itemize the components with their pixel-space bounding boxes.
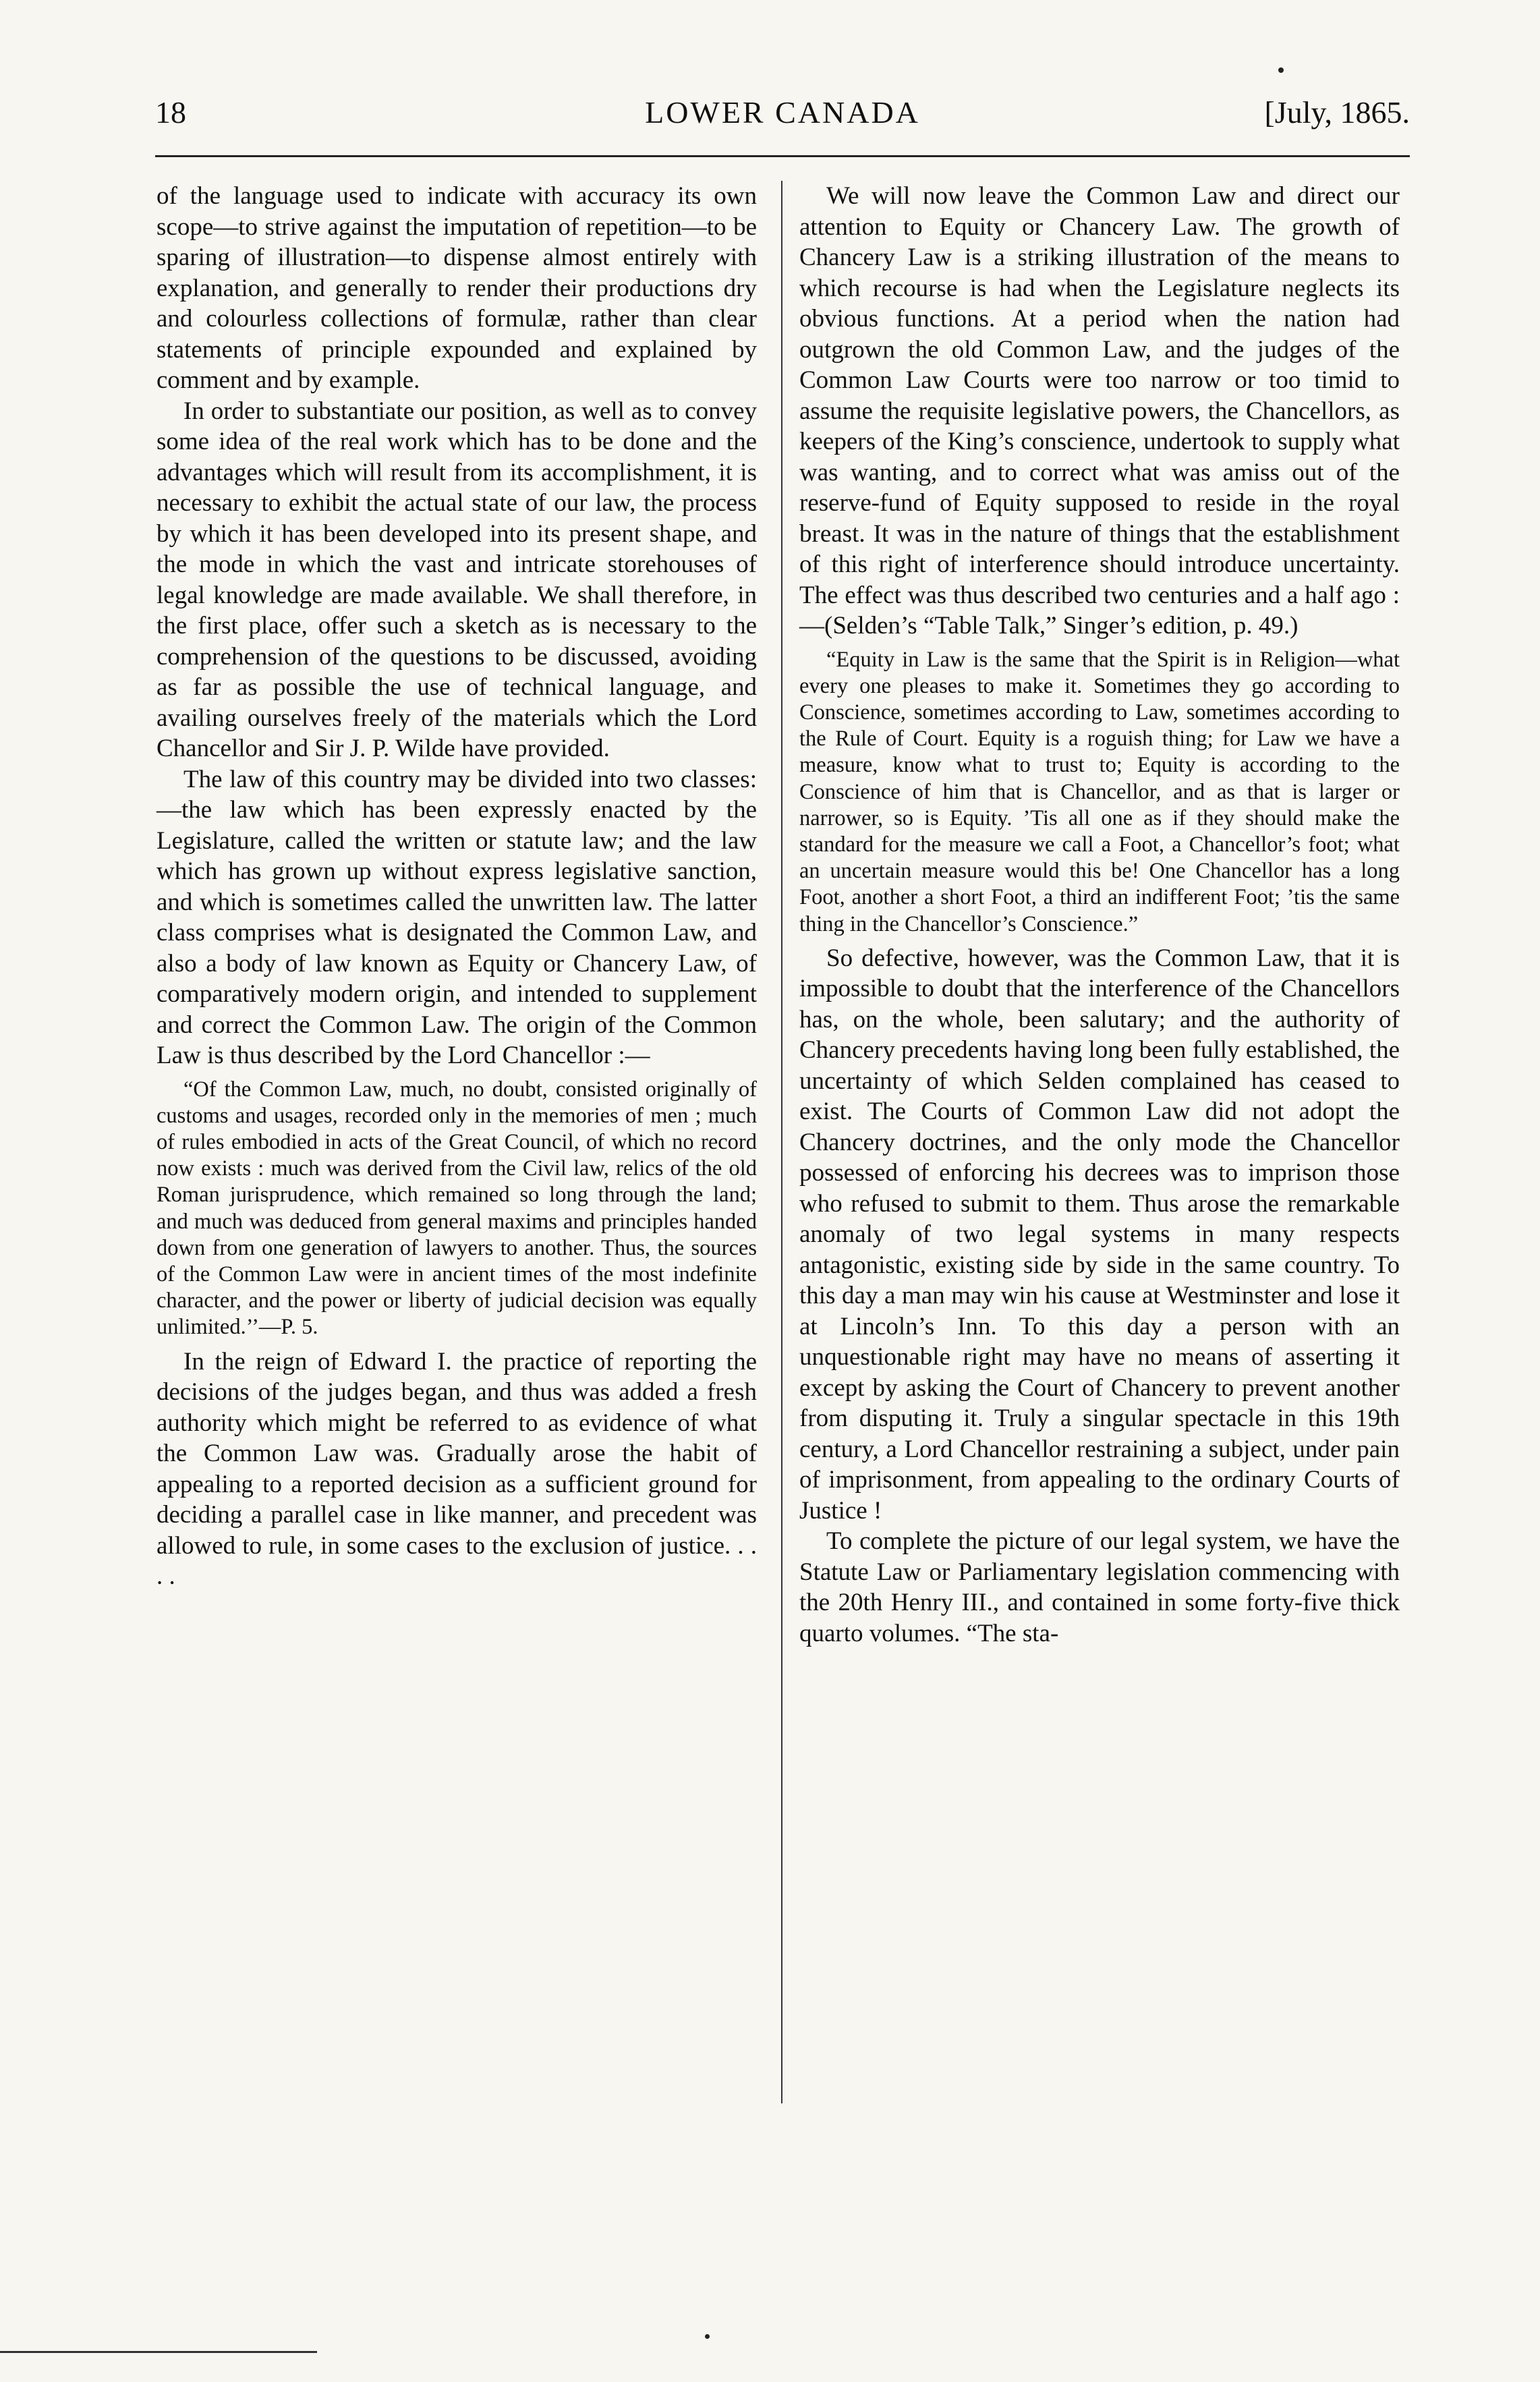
- print-speck: [705, 2334, 710, 2339]
- paragraph: The law of this country may be divided into two classes:—the law which has been expressly enacted by the Legislature, called the written or statute law; and the law which has grown up without express legislative sanction, and which is sometimes called the unwritten law. The latter class comprises what is designated the Common Law, and also a body of law known as Equity or Chancery Law, of comparatively modern origin, and intended to supplement and correct the Common Law. The origin of the Common Law is thus described by the Lord Chancellor :—: [156, 765, 757, 1069]
- print-speck: [1278, 67, 1284, 73]
- issue-date: [July, 1865.: [1264, 95, 1410, 130]
- block-quote: “Of the Common Law, much, no doubt, consisted originally of customs and usages, recorded only in the memories of men ; much of rules embodied in acts of the Great Council, of which no record now exists : much was derived from the Civil law, relics of the old Roman jurisprudence, which remained so long through the land; and much was deduced from general maxims and principles handed down from one generation of lawyers to another. Thus, the sources of the Common Law were in ancient times of the most indefinite character, and the power or liberty of judicial decision was equally unlimited.’’—P. 5.: [156, 1077, 757, 1340]
- left-column: [156, 181, 757, 1592]
- paragraph: In order to substantiate our position, as well as to convey some idea of the real work which has to be done and the advantages which will result from its accomplishment, it is necessary to exhibit the actual state of our law, the process by which it has been developed into its present shape, and the mode in which the vast and intricate storehouses of legal knowledge are made available. We shall therefore, in the first place, offer such a sketch as is necessary to the comprehension of the questions to be discussed, avoiding as far as possible the use of technical language, and availing ourselves freely of the materials which the Lord Chancellor and Sir J. P. Wilde have provided.: [156, 397, 757, 762]
- paragraph: So defective, however, was the Common Law, that it is impossible to doubt that the interference of the Chancellors has, on the whole, been salutary; and the authority of Chancery precedents having long been fully established, the uncertainty of which Selden complained has ceased to exist. The Courts of Common Law did not adopt the Chancery doctrines, and the only mode the Chancellor possessed of enforcing his decrees was to imprison those who refused to submit to them. Thus arose the remarkable anomaly of two legal systems in many respects antagonistic, existing side by side in the same country. To this day a man may win his cause at Westminster and lose it at Lincoln’s Inn. To this day a person with an unquestionable right may have no means of asserting it except by asking the Court of Chancery to prevent another from disputing it. Truly a singular spectacle in this 19th century, a Lord Chancellor restraining a subject, under pain of imprisonment, from appealing to the ordinary Courts of Justice !: [799, 944, 1400, 1525]
- paragraph: To complete the picture of our legal system, we have the Statute Law or Parliamentary legislation commencing with the 20th Henry III., and contained in some forty-five thick quarto volumes. “The sta-: [799, 1527, 1400, 1647]
- header-rule: [155, 155, 1410, 157]
- bottom-rule: [0, 2351, 317, 2353]
- paragraph: of the language used to indicate with accuracy its own scope—to strive against the imputation of repetition—to be sparing of illustration—to dispense almost entirely with explanation, and generally to render their productions dry and colourless collections of formulæ, rather than clear statements of principle expounded and explained by comment and by example.: [156, 182, 757, 394]
- page-number: 18: [155, 95, 186, 130]
- paragraph: In the reign of Edward I. the practice of reporting the decisions of the judges began, and thus was added a fresh authority which might be referred to as evidence of what the Common Law was. Gradually arose the habit of appealing to a reported decision as a sufficient ground for deciding a parallel case in like manner, and precedent was allowed to rule, in some cases to the exclusion of justice. . . . .: [156, 1347, 757, 1591]
- running-title: LOWER CANADA: [645, 95, 920, 130]
- right-column: [799, 181, 1400, 1649]
- page-header: [155, 94, 1410, 148]
- paragraph: We will now leave the Common Law and direct our attention to Equity or Chancery Law. The growth of Chancery Law is a striking illustration of the means to which recourse is had when the Legislature neglects its obvious functions. At a period when the nation had outgrown the old Common Law, and the judges of the Common Law Courts were too narrow or too timid to assume the requisite legislative powers, the Chancellors, as keepers of the King’s conscience, undertook to supply what was wanting, and to correct what was amiss out of the reserve-fund of Equity supposed to reside in the royal breast. It was in the nature of things that the establishment of this right of interference should introduce uncertainty. The effect was thus described two centuries and a half ago :—(Selden’s “Table Talk,” Singer’s edition, p. 49.): [799, 182, 1400, 640]
- block-quote: “Equity in Law is the same that the Spirit is in Religion—what every one pleases to make it. Sometimes they go according to Conscience, sometimes according to Law, sometimes according to the Rule of Court. Equity is a roguish thing; for Law we have a measure, know what to trust to; Equity is according to the Conscience of him that is Chancellor, and as that is larger or narrower, so is Equity. ’Tis all one as if they should make the standard for the measure we call a Foot, a Chancellor’s foot; what an uncertain measure would this be! One Chancellor has a long Foot, another a short Foot, a third an indifferent Foot; ’tis the same thing in the Chancellor’s Conscience.”: [799, 647, 1400, 936]
- column-divider: [781, 181, 782, 2103]
